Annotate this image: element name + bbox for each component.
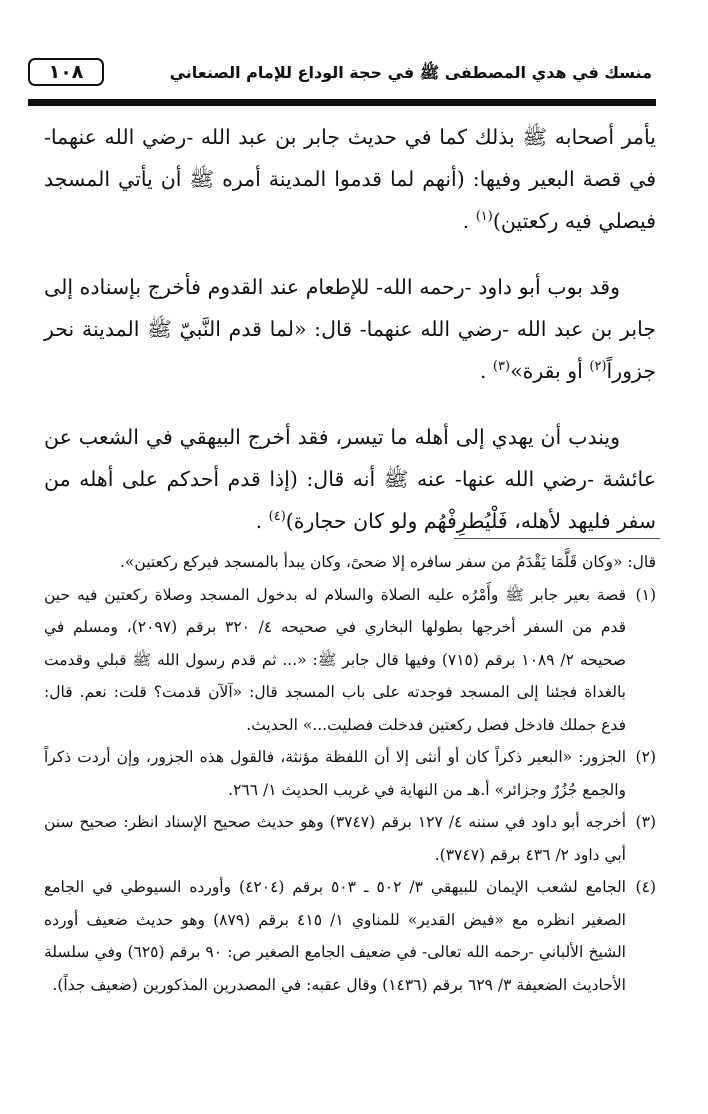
footnote-ref-3: (٣) (492, 359, 511, 375)
header-title: منسك في هدي المصطفى ﷺ في حجة الوداع للإمام الصنعاني (169, 63, 652, 82)
footnote-ref-1: (١) (475, 209, 493, 225)
paragraph-3: ويندب أن يهدي إلى أهله ما تيسر، فقد أخرج البيهقي في الشعب عن عائشة -رضي الله عنها- عنه ﷺ أنه قال: (إذا قدم أحدكم على أهله من سفر فليهد لأهله، فَلْيُطرِفْهُم ولو كان حجارة)$^{(٤)}$ . (44, 425, 656, 533)
footnote-separator (454, 538, 660, 539)
header-rule (28, 99, 656, 106)
footnotes (44, 546, 656, 1001)
footnote-3: (٣) أخرجه أبو داود في سننه ٤/ ١٢٧ برقم (٣٧٤٧) وهو حديث صحيح الإسناد انظر: صحيح سنن أبي داود ٢/ ٤٣٦ برقم (٣٧٤٧). (44, 806, 656, 871)
footnote-ref-4: (٤) (268, 509, 286, 525)
footnote-continuation: قال: «وكان قَلَّمَا يَقْدَمُ من سفر سافره إلا ضحىً، وكان يبدأ بالمسجد فيركع ركعتين». (119, 553, 656, 571)
paragraph-1: يأمر أصحابه ﷺ بذلك كما في حديث جابر بن عبد الله -رضي الله عنهما- في قصة البعير وفيها: (أنهم لما قدموا المدينة أمره ﷺ أن يأتي المسجد فيصلي فيه ركعتين)$^{(١)}$ . (44, 125, 656, 233)
footnote-2: (٢) الجزور: «البعير ذكراً كان أو أنثى إلا أن اللفظة مؤنثة، فالقول هذه الجزور، وإن أردت ذكراً والجمع جُزُرٌ وجزائر» أ.هـ من النهاية في غريب الحديث ١/ ٢٦٦. (44, 741, 656, 806)
footnote-1: (١) قصة بعير جابر ﷺ وأَمْرُه عليه الصلاة والسلام له بدخول المسجد وصلاة ركعتين فيه حين قدم من السفر أخرجها بطولها البخاري في صحيحه ٤/ ٣٢٠ برقم (٢٠٩٧)، ومسلم في صحيحه ٢/ ١٠٨٩ برقم (٧١٥) وفيها قال جابر ﷺ: «... ثم قدم رسول الله ﷺ قبلي وقدمت بالغداة فجئنا إلى المسجد فوجدته على باب المسجد قال: «آلآن قدمت؟ قلت: نعم. قال: فدع جملك فادخل فصل ركعتين فدخلت فصليت...» الحديث. (44, 579, 656, 742)
footnote-number: (٣) (635, 813, 656, 831)
footnote-number: (٤) (635, 878, 656, 896)
footnote-ref-2: (٢) (589, 359, 607, 375)
main-text (44, 116, 656, 542)
footnote-number: (١) (635, 585, 656, 604)
running-header (28, 54, 652, 94)
footnote-4: (٤) الجامع لشعب الإيمان للبيهقي ٣/ ٥٠٢ ـ ٥٠٣ برقم (٤٢٠٤) وأورده السيوطي في الجامع الصغير انظره مع «فيض القدير» للمناوي ١/ ٤١٥ برقم (٨٧٩) وهو حديث ضعيف أورده الشيخ الألباني -رحمه الله تعالى- في ضعيف الجامع الصغير ص: ٩٠ برقم (٦٢٥) وفي سلسلة الأحاديث الضعيفة ٣/ ٦٢٩ برقم (١٤٣٦) وقال عقبه: في المصدرين المذكورين (ضعيف جداً). (44, 871, 656, 1001)
paragraph-2: وقد بوب أبو داود -رحمه الله- للإطعام عند القدوم فأخرج بإسناده إلى جابر بن عبد الله -رضي الله عنهما- قال: «لما قدم النَّبيّ ﷺ المدينة نحر جزوراً$^{(٢)}$ أو بقرة»$^{(٣)}$ . (44, 275, 656, 383)
footnote-number: (٢) (635, 748, 656, 766)
page-number: ١٠٨ (28, 58, 104, 86)
